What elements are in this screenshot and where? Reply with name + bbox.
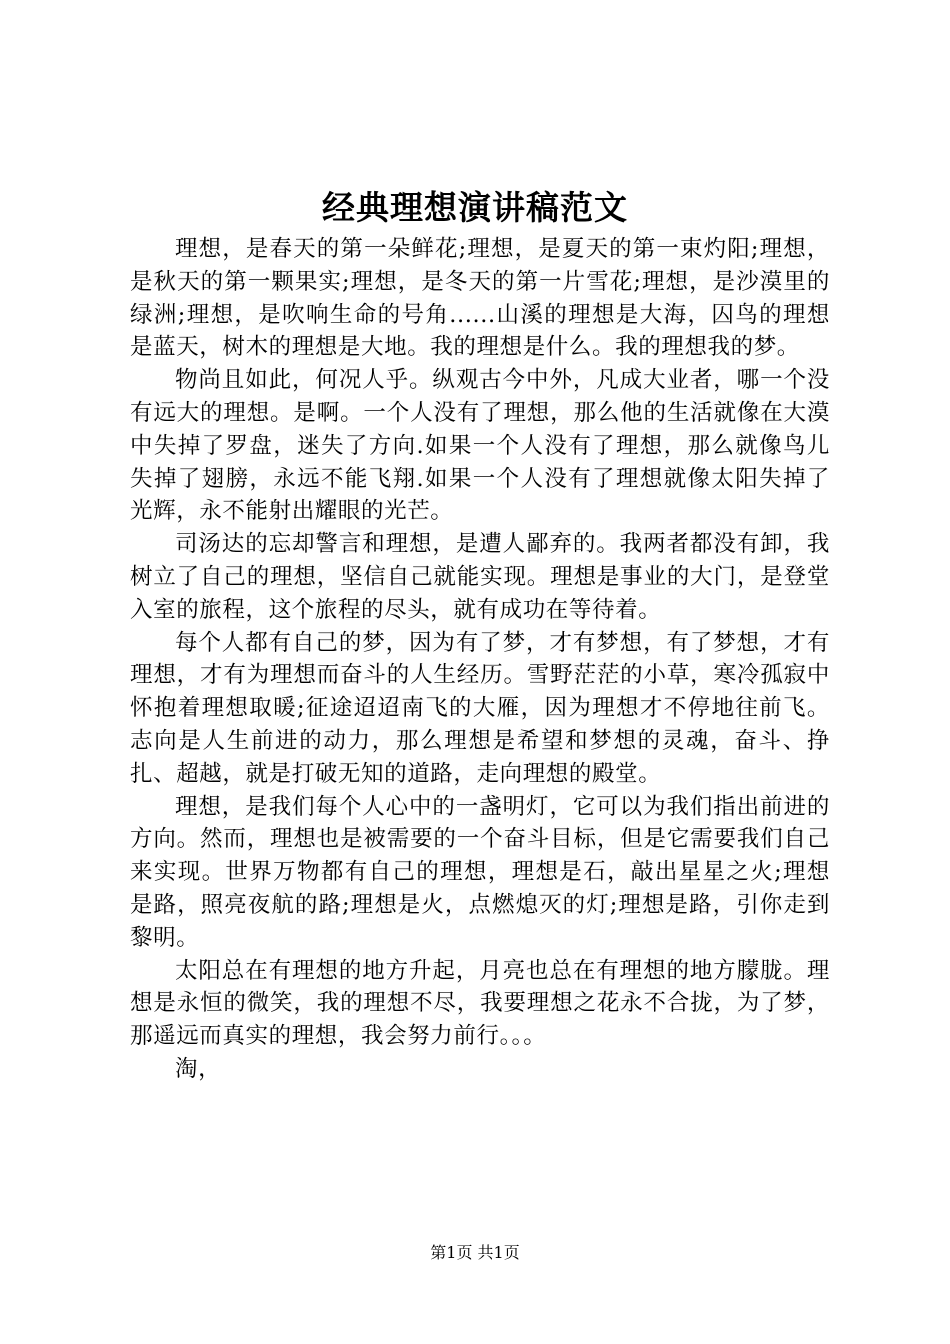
paragraph: 每个人都有自己的梦，因为有了梦，才有梦想，有了梦想，才有理想，才有为理想而奋斗的人生经历。雪野茫茫的小草，寒冷孤寂中怀抱着理想取暖;征途迢迢南飞的大雁，因为理想才不停地往前飞。志向是人生前进的动力，那么理想是希望和梦想的灵魂，奋斗、挣扎、超越，就是打破无知的道路，走向理想的殿堂。 <box>130 629 830 787</box>
paragraph: 理想，是我们每个人心中的一盏明灯，它可以为我们指出前进的方向。然而，理想也是被需要的一个奋斗目标，但是它需要我们自己来实现。世界万物都有自己的理想，理想是石，敲出星星之火;理想是路，照亮夜航的路;理想是火，点燃熄灭的灯;理想是路，引你走到黎明。 <box>130 793 830 951</box>
page-title: 经典理想演讲稿范文 <box>322 188 628 227</box>
paragraph: 太阳总在有理想的地方升起，月亮也总在有理想的地方朦胧。理想是永恒的微笑，我的理想不尽，我要理想之花永不合拢，为了梦，那遥远而真实的理想，我会努力前行。。。 <box>130 957 830 1050</box>
paragraph: 淘， <box>175 1055 222 1082</box>
document-body <box>130 233 830 1086</box>
paragraph: 理想，是春天的第一朵鲜花;理想，是夏天的第一束灼阳;理想，是秋天的第一颗果实;理想，是冬天的第一片雪花;理想，是沙漠里的绿洲;理想，是吹响生命的号角......山溪的理想是大海，囚鸟的理想是蓝天，树木的理想是大地。我的理想是什么。我的理想我的梦。 <box>130 236 830 361</box>
page-number-footer: 第1页 共1页 <box>430 1243 520 1262</box>
paragraph: 司汤达的忘却警言和理想，是遭人鄙弃的。我两者都没有卸，我树立了自己的理想，坚信自己就能实现。理想是事业的大门，是登堂入室的旅程，这个旅程的尽头，就有成功在等待着。 <box>130 531 830 623</box>
paragraph: 物尚且如此，何况人乎。纵观古今中外，凡成大业者，哪一个没有远大的理想。是啊。一个人没有了理想，那么他的生活就像在大漠中失掉了罗盘，迷失了方向.如果一个人没有了理想，那么就像鸟儿失掉了翅膀，永远不能飞翔.如果一个人没有了理想就像太阳失掉了光辉，永不能射出耀眼的光芒。 <box>130 367 830 525</box>
